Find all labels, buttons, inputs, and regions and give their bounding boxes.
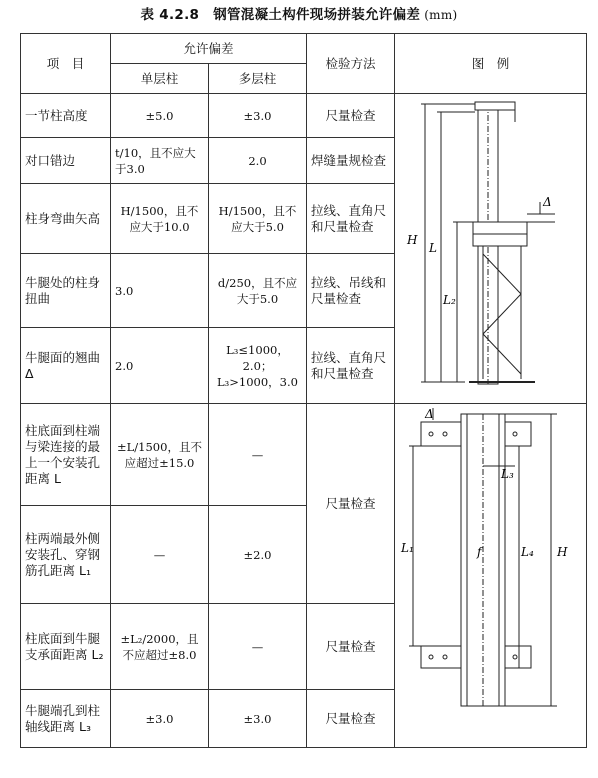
row-multi: H/1500，且不应大于5.0 [209,184,307,254]
row-single: — [111,506,209,604]
row-multi: — [209,404,307,506]
label-L: L [429,241,437,255]
row-item: 牛腿端孔到柱轴线距离 L₃ [21,690,111,748]
row-method: 拉线、直角尺和尺量检查 [307,328,395,404]
row-item: 柱两端最外侧安装孔、穿钢筋孔距离 L₁ [21,506,111,604]
row-method: 尺量检查 [307,604,395,690]
header-single: 单层柱 [111,64,209,94]
table-row [21,94,587,138]
label-H2: H [557,545,568,559]
row-multi: — [209,604,307,690]
table-title [0,0,598,30]
row-single: ±L₂/2000，且不应超过±8.0 [111,604,209,690]
row-method: 焊缝量规检查 [307,138,395,184]
label-L2: L₂ [443,293,456,307]
label-f: f [477,545,482,559]
label-L4: L₄ [521,545,534,559]
label-delta2: Δ [425,407,434,421]
table-caption: 钢管混凝土构件现场拼装允许偏差 [213,7,421,23]
row-method: 尺量检查 [307,404,395,604]
label-H: H [407,233,418,247]
row-item: 一节柱高度 [21,94,111,138]
row-multi: ±3.0 [209,94,307,138]
header-multi: 多层柱 [209,64,307,94]
row-multi: ±2.0 [209,506,307,604]
row-method: 尺量检查 [307,690,395,748]
row-single: H/1500，且不应大于10.0 [111,184,209,254]
row-item: 牛腿面的翘曲 Δ [21,328,111,404]
header-method: 检验方法 [307,34,395,94]
row-multi: L₃≤1000，2.0；L₃>1000，3.0 [209,328,307,404]
row-item: 柱底面到牛腿支承面距离 L₂ [21,604,111,690]
row-single: ±L/1500，且不应超过±15.0 [111,404,209,506]
label-L1: L₁ [401,541,414,555]
row-method: 拉线、吊线和尺量检查 [307,254,395,328]
table-unit: (mm) [424,8,458,22]
header-item: 项 目 [21,34,111,94]
tolerance-table [20,33,587,748]
figure-elevation [395,94,587,404]
row-item: 柱底面到柱端与梁连接的最上一个安装孔距离 L [21,404,111,506]
row-item: 对口错边 [21,138,111,184]
label-L3: L₃ [501,467,514,481]
table-number: 表 4.2.8 [140,7,200,23]
figure-plan [395,404,587,748]
row-single: t/10，且不应大于3.0 [111,138,209,184]
row-multi: d/250，且不应大于5.0 [209,254,307,328]
row-single: 3.0 [111,254,209,328]
row-item: 柱身弯曲矢高 [21,184,111,254]
column-plan-diagram [395,404,586,726]
row-single: ±3.0 [111,690,209,748]
row-method: 拉线、直角尺和尺量检查 [307,184,395,254]
header-tolerance: 允许偏差 [111,34,307,64]
header-figure: 图 例 [395,34,587,94]
row-item: 牛腿处的柱身扭曲 [21,254,111,328]
row-single: ±5.0 [111,94,209,138]
column-elevation-diagram [395,94,586,394]
table-row [21,404,587,506]
row-multi: ±3.0 [209,690,307,748]
row-single: 2.0 [111,328,209,404]
label-delta: Δ [543,195,552,209]
row-method: 尺量检查 [307,94,395,138]
row-multi: 2.0 [209,138,307,184]
